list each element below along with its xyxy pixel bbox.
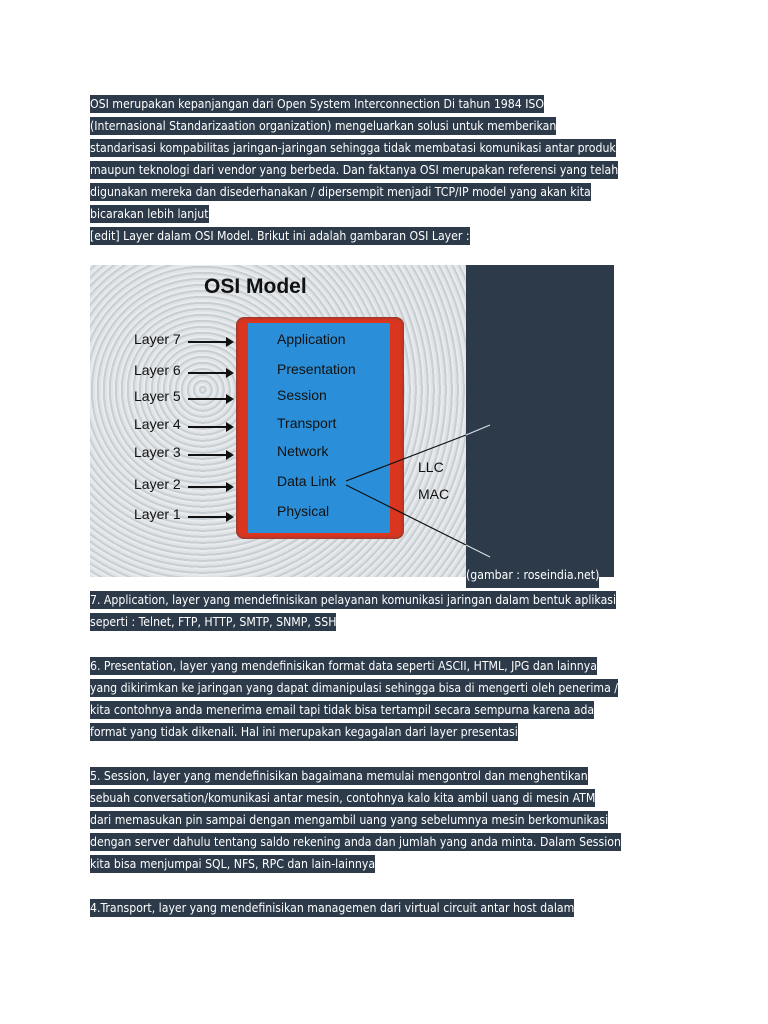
figure-title: OSI Model: [204, 275, 307, 298]
sublayer-connector-lines: [90, 265, 614, 577]
section-transport: [90, 897, 682, 919]
text-line: kita contohnya anda menerima email tapi tidak bisa tertampil secara sempurna karena ada: [90, 703, 595, 717]
text-line: 4.Transport, layer yang mendefinisikan managemen dari virtual circuit antar host dalam: [90, 901, 575, 915]
text-line: yang dikirimkan ke jaringan yang dapat dimanipulasi sehingga bisa di mengerti oleh penerima /: [90, 681, 618, 695]
text-line: sebuah conversation/komunikasi antar mesin, contohnya kalo kita ambil uang di mesin ATM: [90, 791, 596, 805]
text-line: bicarakan lebih lanjut: [90, 207, 209, 221]
osi-model-figure: [90, 265, 614, 581]
text-line: dari memasukan pin sampai dengan mengambil uang yang sebelumnya mesin berkomunikasi: [90, 813, 609, 827]
mac-label: MAC: [418, 486, 450, 502]
text-line: 6. Presentation, layer yang mendefinisikan format data seperti ASCII, HTML, JPG dan lainnya: [90, 659, 597, 673]
document: [90, 93, 682, 919]
text-line: 7. Application, layer yang mendefinisikan pelayanan komunikasi jaringan dalam bentuk aplikasi: [90, 593, 617, 607]
llc-label: LLC: [418, 459, 444, 475]
text-line: format yang tidak dikenali. Hal ini merupakan kegagalan dari layer presentasi: [90, 725, 518, 739]
layer-label: Layer 1: [134, 506, 181, 522]
text-line: standarisasi kompabilitas jaringan-jaringan sehingga tidak membatasi komunikasi antar produk: [90, 141, 616, 155]
layer-name: Network: [277, 443, 329, 459]
section-session: [90, 765, 682, 875]
layer-name: Physical: [277, 503, 330, 519]
section-application: [90, 589, 682, 633]
layer-label: Layer 6: [134, 362, 181, 378]
text-line: dengan server dahulu tentang saldo rekening anda dan jumlah yang anda minta. Dalam Session: [90, 835, 621, 849]
layer-label: Layer 4: [134, 416, 181, 432]
text-line: (Internasional Standarizaation organization) mengeluarkan solusi untuk memberikan: [90, 119, 557, 133]
text-line: digunakan mereka dan disederhanakan / dipersempit menjadi TCP/IP model yang akan kita: [90, 185, 591, 199]
layer-label: Layer 5: [134, 388, 181, 404]
text-line: 5. Session, layer yang mendefinisikan bagaimana memulai mengontrol dan menghentikan: [90, 769, 588, 783]
layer-name: Application: [277, 331, 346, 347]
layer-label: Layer 3: [134, 444, 181, 460]
layer-name: Transport: [277, 415, 337, 431]
section-presentation: [90, 655, 682, 743]
text-line: OSI merupakan kepanjangan dari Open System Interconnection Di tahun 1984 ISO: [90, 97, 545, 111]
text-line: maupun teknologi dari vendor yang berbeda. Dan faktanya OSI merupakan referensi yang telah: [90, 163, 619, 177]
layer-label: Layer 2: [134, 476, 181, 492]
text-line: seperti : Telnet, FTP, HTTP, SMTP, SNMP, SSH: [90, 615, 337, 629]
text-line: [edit] Layer dalam OSI Model. Brikut ini adalah gambaran OSI Layer :: [90, 229, 470, 243]
figure-caption: (gambar : roseindia.net): [466, 562, 599, 588]
layer-name: Presentation: [277, 361, 356, 377]
intro-paragraph: [90, 93, 682, 247]
layer-name: Data Link: [277, 473, 337, 489]
layer-label: Layer 7: [134, 331, 181, 347]
layer-name: Session: [277, 387, 327, 403]
text-line: kita bisa menjumpai SQL, NFS, RPC dan lain-lainnya: [90, 857, 376, 871]
